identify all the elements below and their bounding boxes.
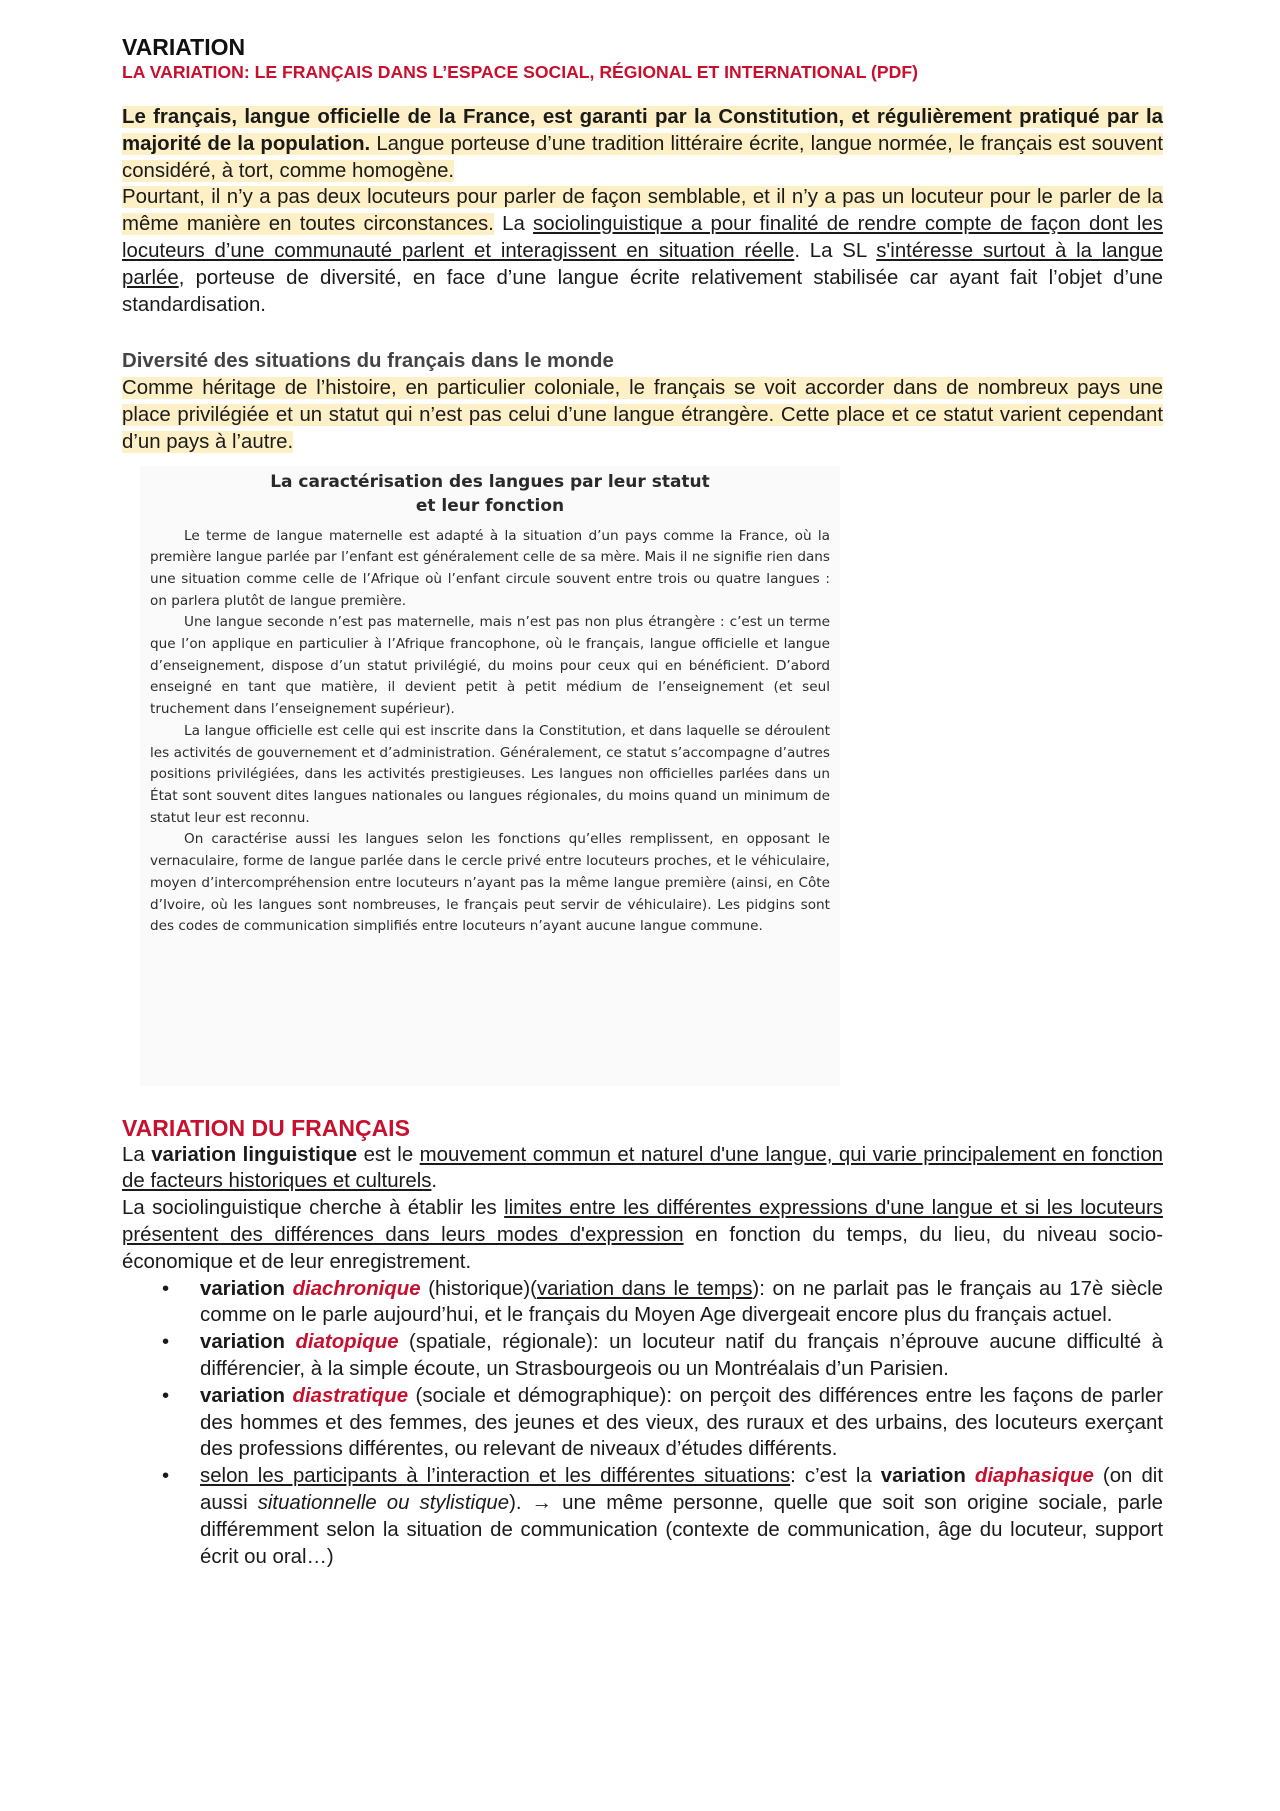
bullet-icon: •: [162, 1465, 170, 1488]
list-item-diatopique: [122, 1329, 1163, 1383]
intro-bold-sentence: Le français, langue officielle de la France, est garanti par la Constitution, et régulièrement pratiqué par la majorité de la population.: [122, 106, 1163, 155]
text-run: , porteuse de diversité, en face d’une langue écrite relativement stabilisée car ayant fait l’objet d’une standardisation.: [122, 266, 1163, 316]
bullet-icon: •: [162, 1384, 170, 1407]
section-heading-diversite: Diversité des situations du français dans le monde: [122, 350, 614, 373]
list-item-diachronique: [122, 1276, 1163, 1330]
bullet-icon: •: [162, 1277, 170, 1300]
intro-paragraph-2: [122, 184, 1163, 318]
scan-title-line: La caractérisation des langues par leur statut: [270, 471, 710, 492]
diversite-highlight: Comme héritage de l’histoire, en particulier coloniale, le français se voit accorder dans de nombreux pays une place privilégiée et un statut qui n’est pas celui d’une langue étrangère. Cette place et ce statut varient cependant d’un pays à l’autre.: [122, 377, 1163, 453]
underlined-text: selon les participants à l’interaction et les différentes situations: [200, 1465, 791, 1488]
underlined-text: mouvement commun et naturel d'une langue, qui varie principalement en fonction de facteurs historiques et culturels: [122, 1143, 1163, 1193]
bold-term: variation: [880, 1465, 966, 1488]
underlined-text: s'intéresse surtout à la langue parlée: [122, 239, 1163, 289]
variation-paragraph-1: [122, 1142, 1163, 1196]
underlined-text: sociolinguistique a pour finalité de rendre compte de façon dont les locuteurs d’une communauté parlent et interagissent en situation réelle: [122, 213, 1163, 262]
text-run: ). → une même personne, quelle que soit son origine sociale, parle différemment selon la situation de communication (contexte de communication, âge du locuteur, support écrit ou oral…): [200, 1491, 1163, 1568]
intro-highlight: Pourtant, il n’y a pas deux locuteurs pour parler de façon semblable, et il n’y a pas un locuteur pour le parler de la même manière en toutes circonstances.: [122, 186, 1163, 236]
variation-list: [122, 1276, 1163, 1571]
intro-sentence: Langue porteuse d’une tradition littéraire écrite, langue normée, le français est souvent considéré, à tort, comme homogène.: [122, 132, 1163, 182]
section-heading-variation: VARIATION DU FRANÇAIS: [122, 1114, 410, 1141]
scan-title: [140, 466, 840, 518]
list-item-diaphasique: [122, 1463, 1163, 1570]
text-run: La sociolinguistique cherche à établir les: [122, 1197, 505, 1220]
text-run: en fonction du temps, du lieu, du niveau socio-économique et de leur enregistrement.: [122, 1223, 1164, 1273]
scan-body: [140, 518, 840, 938]
underlined-text: variation dans le temps: [536, 1277, 753, 1300]
text-run: (historique)(: [420, 1277, 537, 1300]
text-run: La: [493, 213, 534, 236]
bold-term: variation: [200, 1384, 293, 1407]
scan-paragraph: Le terme de langue maternelle est adapté à la situation d’un pays comme la France, où la première langue parlée par l’enfant est généralement celle de sa mère. Mais il ne signifie rien dans une situation comme celle de l’Afrique où l’enfant circule souvent entre trois ou quatre langues : on parlera plutôt de langue première.: [150, 527, 830, 609]
text-run: : c’est la: [790, 1465, 881, 1488]
italic-text: situationnelle ou stylistique: [257, 1491, 510, 1514]
intro-paragraph-1: [122, 104, 1163, 184]
scan-title-line: et leur fonction: [415, 495, 565, 516]
text-run: (spatiale, régionale): un locuteur natif du français n’éprouve aucune difficulté à différencier, à la simple écoute, un Strasbourgeois ou un Montréalais d’un Parisien.: [200, 1331, 1163, 1380]
document-page: [122, 34, 1163, 1570]
diversite-paragraph: [122, 375, 1163, 455]
scanned-excerpt-image: [140, 466, 840, 1086]
text-run: La: [122, 1143, 152, 1166]
bullet-icon: •: [162, 1331, 170, 1354]
scan-paragraph: Une langue seconde n’est pas maternelle, mais n’est pas non plus étrangère : c’est un terme que l’on applique en particulier à l’Afrique francophone, où le français, langue officielle et langue d’enseignement, dispose d’un statut privilégié, du moins pour ceux qui en bénéficient. D’abord enseigné en tant que matière, il devient petit à petit médium de l’enseignement (et seul truchement dans l’enseignement supérieur).: [150, 614, 830, 718]
page-subtitle: LA VARIATION: LE FRANÇAIS DANS L’ESPACE SOCIAL, RÉGIONAL ET INTERNATIONAL (PDF): [122, 62, 918, 82]
red-term: diachronique: [292, 1277, 421, 1300]
bold-term: variation: [200, 1331, 296, 1354]
bold-term: variation linguistique: [151, 1143, 358, 1166]
bold-term: variation: [200, 1277, 293, 1300]
text-run: .: [431, 1170, 438, 1193]
variation-paragraph-2: [122, 1195, 1163, 1275]
red-term: diaphasique: [974, 1465, 1094, 1488]
text-run: (sociale et démographique): on perçoit des différences entre les façons de parler des hommes et des femmes, des jeunes et des vieux, des ruraux et des urbains, des locuteurs exerçant des professions différentes, ou relevant de niveaux d’études différents.: [200, 1384, 1163, 1461]
underlined-text: limites entre les différentes expressions d'une langue et si les locuteurs présentent des différences dans leurs modes d'expression: [122, 1197, 1163, 1246]
page-title: VARIATION: [122, 34, 246, 60]
text-run: ): on ne parlait pas le français au 17è siècle comme on le parle aujourd’hui, et le français du Moyen Age divergeait encore plus du français actuel.: [200, 1277, 1163, 1327]
scan-paragraph: On caractérise aussi les langues selon les fonctions qu’elles remplissent, en opposant le vernaculaire, forme de langue parlée dans le cercle privé entre locuteurs proches, et le véhiculaire, moyen d’intercompréhension entre locuteurs n’ayant pas la même langue première (ainsi, en Côte d’Ivoire, où les langues sont nombreuses, le français peut servir de véhiculaire). Les pidgins sont des codes de communication simplifiés entre locuteurs n’ayant aucune langue commune.: [150, 831, 830, 935]
text-run: (on dit aussi: [200, 1465, 1163, 1514]
red-term: diatopique: [295, 1331, 399, 1354]
list-item-diastratique: [122, 1383, 1163, 1463]
scan-paragraph: La langue officielle est celle qui est inscrite dans la Constitution, et dans laquelle se déroulent les activités de gouvernement et d’administration. Généralement, ce statut s’accompagne d’autres positions privilégiées, dans les activités prestigieuses. Les langues non officielles parlées dans un État sont souvent dites langues nationales ou langues régionales, du moins quand un minimum de statut leur est reconnu.: [150, 722, 830, 826]
red-term: diastratique: [292, 1384, 409, 1407]
text-run: . La SL: [794, 239, 877, 262]
text-run: est le: [357, 1143, 420, 1166]
